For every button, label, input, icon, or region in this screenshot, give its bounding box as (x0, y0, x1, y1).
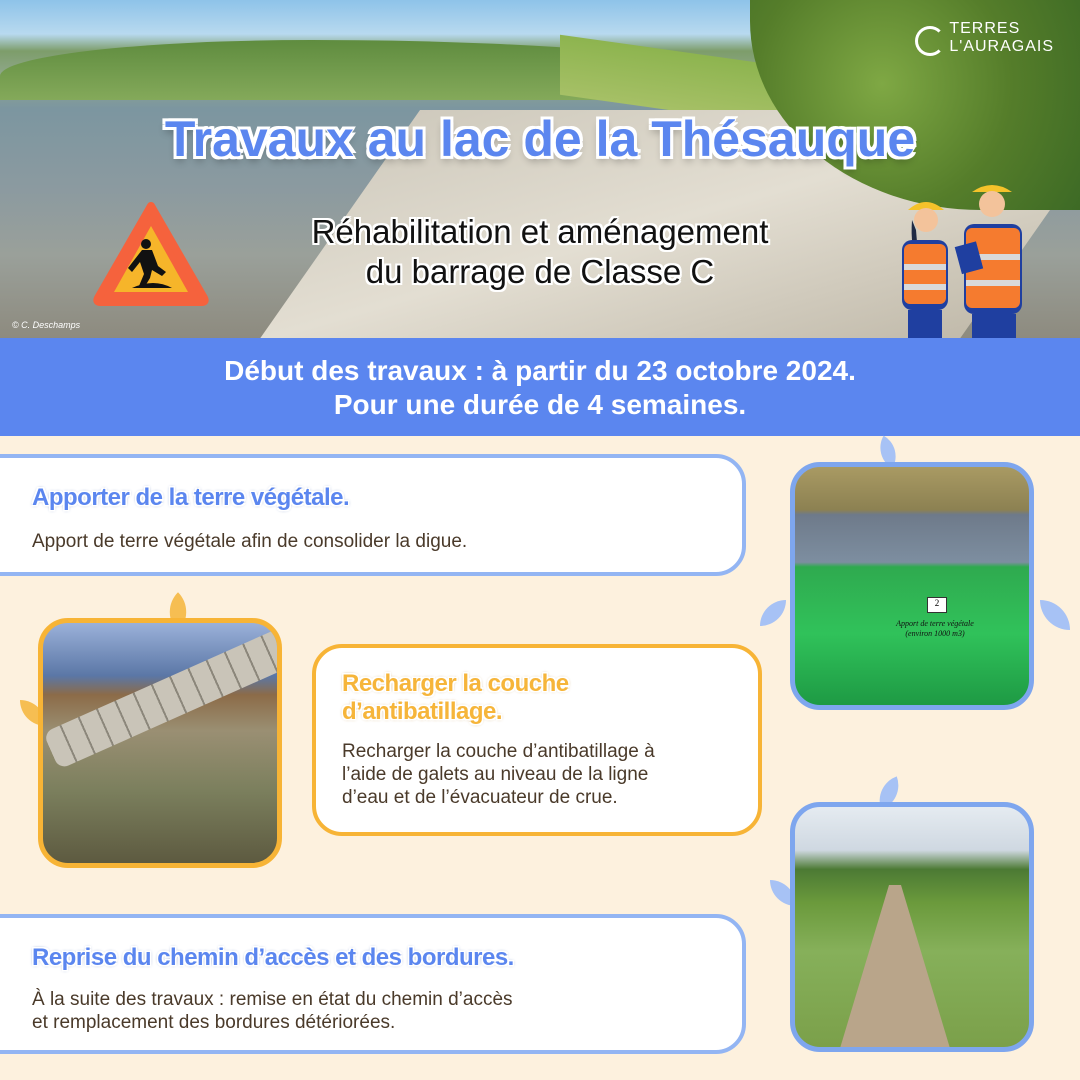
photo-sign-number: 2 (927, 597, 947, 613)
section-card-antibatillage (312, 644, 762, 836)
section-text-line-3: d’eau et de l’évacuateur de crue. (342, 787, 618, 808)
section-text (32, 988, 742, 1034)
logo-line-2: L'AURAGAIS (949, 38, 1054, 55)
terres-lauragais-logo[interactable] (949, 20, 1054, 56)
gravel-path (835, 885, 955, 1052)
subtitle-line-2: du barrage de Classe C (365, 253, 715, 290)
photo-caption-line-2: (environ 1000 m3) (905, 629, 965, 638)
section-text-line-1: Recharger la couche d’antibatillage à (342, 741, 655, 762)
photo-vegetal-soil (790, 462, 1034, 710)
subtitle-line-1: Réhabilitation et aménagement (311, 213, 769, 250)
section-text (342, 740, 758, 809)
section-title: Reprise du chemin d’accès et des bordures. (32, 944, 514, 971)
hero-banner (0, 0, 1080, 340)
photo-credit: © C. Deschamps (12, 320, 81, 330)
section-text-line-2: et remplacement des bordures détériorées. (32, 1012, 396, 1033)
section-text-line-1: À la suite des travaux : remise en état du chemin d’accès (32, 989, 513, 1010)
section-title: Apporter de la terre végétale. (32, 484, 350, 511)
banner-line-1: Début des travaux : à partir du 23 octobre 2024. (224, 355, 856, 386)
logo-line-1: TERRES (949, 20, 1021, 37)
banner-line-2: Pour une durée de 4 semaines. (333, 389, 747, 420)
section-title (342, 670, 758, 726)
section-text: Apport de terre végétale afin de consolider la digue. (32, 531, 468, 552)
section-title-line-2: d’antibatillage. (342, 698, 503, 725)
leaf-decoration (1040, 600, 1070, 630)
section-title-line-1: Recharger la couche (342, 670, 569, 697)
section-card-vegetal-soil (0, 454, 746, 576)
road-works-warning-icon (92, 200, 210, 306)
workers-illustration (888, 180, 1038, 340)
section-card-access-path (0, 914, 746, 1054)
pebble-riprap (43, 627, 282, 769)
photo-caption-line-1: Apport de terre végétale (896, 619, 974, 628)
subtitle (230, 212, 850, 292)
photo-access-path (790, 802, 1034, 1052)
section-text-line-2: l’aide de galets au niveau de la ligne (342, 764, 649, 785)
page-title: Travaux au lac de la Thésauque (164, 111, 916, 167)
photo-pebbles-shoreline (38, 618, 282, 868)
leaf-decoration (760, 600, 786, 626)
photo-caption (875, 619, 995, 639)
dates-banner (0, 338, 1080, 436)
